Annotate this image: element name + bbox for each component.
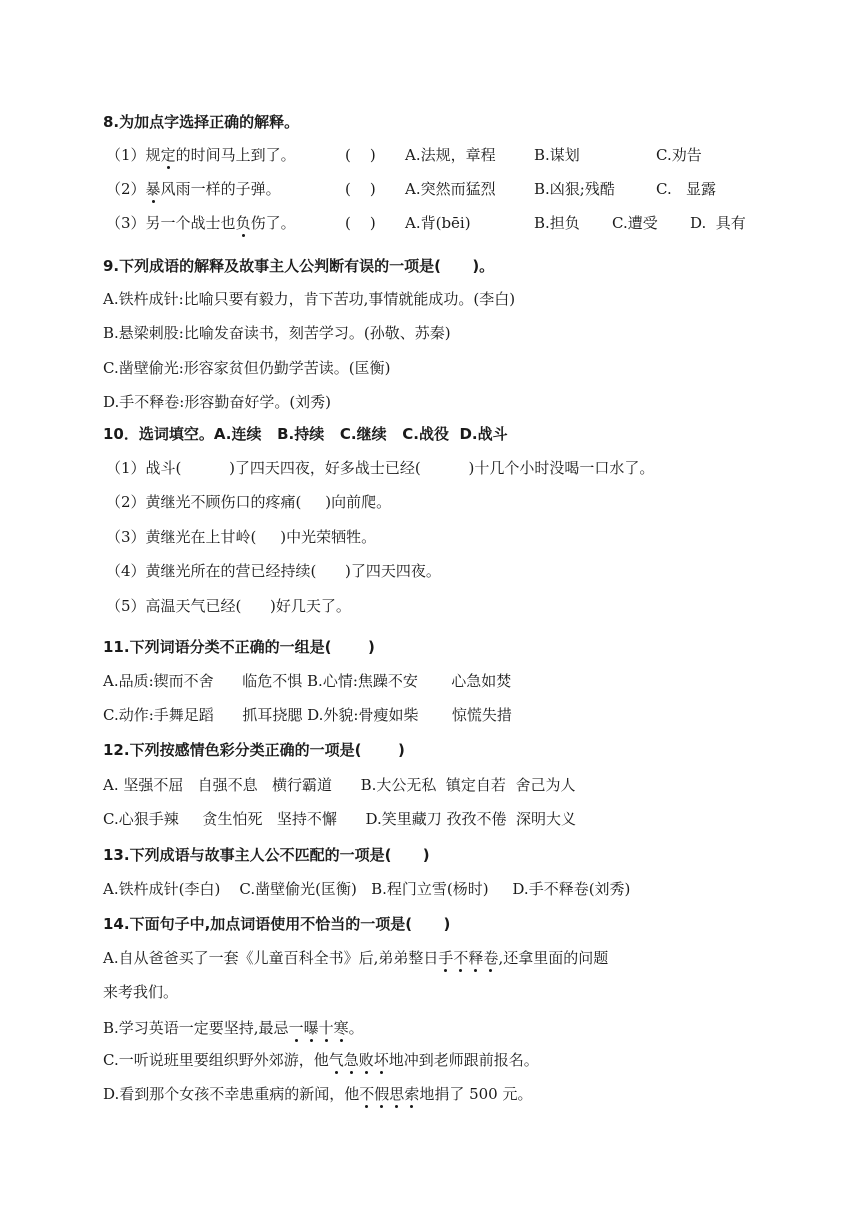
q14-text: B.学习英语一定要坚持,最忌 xyxy=(103,1019,289,1037)
option-a: A.突然而猛烈 xyxy=(405,180,496,198)
dotted-phrase xyxy=(438,949,498,967)
answer-blank[interactable]: ( ) xyxy=(345,180,376,198)
option-b: B.谋划 xyxy=(534,146,580,164)
dotted-char: 释 xyxy=(468,949,484,967)
q8-item-text: 规 xyxy=(145,146,161,164)
q11-title: 11.下列词语分类不正确的一组是( ) xyxy=(103,638,375,656)
q14-text: 地冲到老师跟前报名。 xyxy=(388,1051,539,1069)
q8-item-number: （1） xyxy=(106,146,146,164)
q14-text: D.看到那个女孩不幸患重病的新闻，他 xyxy=(103,1085,360,1103)
q9-title: 9.下列成语的解释及故事主人公判断有误的一项是( )。 xyxy=(103,257,495,275)
q8-item-number: （3） xyxy=(106,214,146,232)
q14-text: 。 xyxy=(348,1019,364,1037)
q11-options-row-1: A.品质:锲而不舍 临危不惧 B.心情:焦躁不安 心急如焚 xyxy=(103,672,512,690)
q10-item-2: （2）黄继光不顾伤口的疼痛( )向前爬。 xyxy=(106,493,392,511)
dotted-char: 一 xyxy=(288,1019,304,1037)
q8-item-text: 另一个战士也 xyxy=(145,214,236,232)
q8-item-text: 伤了。 xyxy=(250,214,296,232)
q10-item-3: （3）黄继光在上甘岭( )中光荣牺牲。 xyxy=(106,528,377,546)
q14-text: C.一听说班里要组织野外郊游，他 xyxy=(103,1051,329,1069)
q12-options-row-2: C.心狠手辣 贪生怕死 坚持不懈 D.笑里藏刀 孜孜不倦 深明大义 xyxy=(103,810,577,828)
q14-option-a xyxy=(103,948,608,968)
q11-options-row-2: C.动作:手舞足蹈 抓耳挠腮 D.外貌:骨瘦如柴 惊慌失措 xyxy=(103,706,512,724)
q9-option-a: A.铁杵成针:比喻只要有毅力，肯下苦功,事情就能成功。(李白) xyxy=(103,290,516,308)
dotted-phrase xyxy=(359,1085,419,1103)
q14-text: 地捐了 500 元。 xyxy=(419,1085,533,1103)
q13-title: 13.下列成语与故事主人公不匹配的一项是( ) xyxy=(103,846,430,864)
answer-blank[interactable]: ( ) xyxy=(345,214,376,232)
q9-option-b: B.悬梁刺股:比喻发奋读书，刻苦学习。(孙敬、苏秦) xyxy=(103,324,451,342)
q10-title: 10．选词填空。A.连续 B.持续 C.继续 C.战役 D.战斗 xyxy=(103,425,508,443)
option-c: C. 显露 xyxy=(656,180,717,198)
dotted-char: 寒 xyxy=(333,1019,349,1037)
dotted-char: 不 xyxy=(359,1085,375,1103)
option-a: A.法规，章程 xyxy=(405,146,496,164)
dotted-char: 索 xyxy=(404,1085,420,1103)
q8-item-number: （2） xyxy=(106,180,146,198)
q14-text: A.自从爸爸买了一套《儿童百科全书》后,弟弟整日 xyxy=(103,949,439,967)
dotted-phrase xyxy=(289,1019,349,1037)
dotted-char: 暴 xyxy=(145,180,161,198)
q10-item-5: （5）高温天气已经( )好几天了。 xyxy=(106,597,351,615)
option-b: B.担负 xyxy=(534,214,580,232)
option-d: D. 具有 xyxy=(690,214,746,232)
q12-title: 12.下列按感情色彩分类正确的一项是( ) xyxy=(103,741,405,759)
dotted-char: 思 xyxy=(389,1085,405,1103)
dotted-char: 手 xyxy=(438,949,454,967)
dotted-char: 曝 xyxy=(303,1019,319,1037)
q8-title: 8.为加点字选择正确的解释。 xyxy=(103,113,300,131)
dotted-char: 败 xyxy=(358,1051,374,1069)
dotted-char: 负 xyxy=(235,214,251,232)
dotted-char: 卷 xyxy=(483,949,499,967)
option-c: C.劝告 xyxy=(656,146,702,164)
q10-item-1: （1）战斗( )了四天四夜，好多战士已经( )十几个小时没喝一口水了。 xyxy=(106,459,655,477)
q14-option-a-continued: 来考我们。 xyxy=(103,983,179,1001)
answer-blank[interactable]: ( ) xyxy=(345,146,376,164)
option-b: B.凶狠;残酷 xyxy=(534,180,615,198)
q8-item-text: 的时间马上到了。 xyxy=(175,146,296,164)
q13-options-row: A.铁杵成针(李白) C.凿壁偷光(匡衡) B.程门立雪(杨时) D.手不释卷(刘秀) xyxy=(103,880,631,898)
q10-item-4: （4）黄继光所在的营已经持续( )了四天四夜。 xyxy=(106,562,441,580)
q14-title: 14.下面句子中,加点词语使用不恰当的一项是( ) xyxy=(103,915,451,933)
dotted-char: 十 xyxy=(318,1019,334,1037)
q9-option-c: C.凿壁偷光:形容家贫但仍勤学苦读。(匡衡) xyxy=(103,359,391,377)
q14-option-d xyxy=(103,1084,533,1104)
dotted-char: 急 xyxy=(343,1051,359,1069)
dotted-char: 不 xyxy=(453,949,469,967)
dotted-char: 坏 xyxy=(373,1051,389,1069)
q8-item-text: 风雨一样的子弹。 xyxy=(160,180,281,198)
option-c: C.遭受 xyxy=(612,214,658,232)
dotted-char: 气 xyxy=(328,1051,344,1069)
option-a: A.背(bēi) xyxy=(405,214,471,232)
q14-option-c xyxy=(103,1050,539,1070)
dotted-char: 假 xyxy=(374,1085,390,1103)
q14-text: ,还拿里面的问题 xyxy=(498,949,609,967)
dotted-phrase xyxy=(329,1051,389,1069)
q14-option-b xyxy=(103,1018,364,1038)
q12-options-row-1: A. 坚强不屈 自强不息 横行霸道 B.大公无私 镇定自若 舍己为人 xyxy=(103,776,576,794)
dotted-char: 定 xyxy=(160,146,176,164)
q9-option-d: D.手不释卷:形容勤奋好学。(刘秀) xyxy=(103,393,332,411)
